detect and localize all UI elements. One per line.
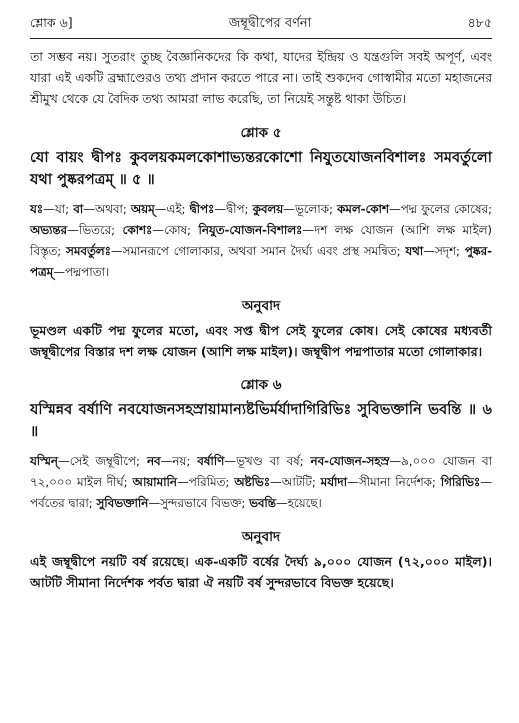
synonym-meaning: হয়েছে। xyxy=(287,496,322,510)
synonym-meaning: সেই জম্বূদ্বীপে xyxy=(69,454,137,468)
synonym-meaning: সমানরূপে গোলাকার, অথবা সমান দৈর্ঘ্য এবং প্রস্থ সমন্বিত xyxy=(122,244,397,258)
synonym-term: কমল-কোশ xyxy=(337,202,389,216)
synonym-term: নব-যোজন-সহস্র xyxy=(310,454,390,468)
synonym-meaning: ভূলোক xyxy=(294,202,329,216)
synonym-meaning: নয় xyxy=(172,454,187,468)
synonym-meaning: অথবা xyxy=(94,202,123,216)
synonym-meaning: সদৃশ xyxy=(435,244,456,258)
synonym-meaning: এই xyxy=(166,202,182,216)
text5-verse: যো বায়ং দ্বীপঃ কুবলয়কমলকোশাভ্যন্তরকোশো নিযুতযোজনবিশালঃ সমবর্তুলো যথা পুষ্করপত্রম্ ॥ ৫ ॥ xyxy=(30,149,492,188)
synonym-meaning: সুন্দরভাবে বিভক্ত xyxy=(160,496,242,510)
synonym-term: মর্যাদা xyxy=(320,475,348,489)
synonym-meaning: পদ্মপাতা। xyxy=(65,265,110,279)
synonym-meaning: আটটি xyxy=(281,475,312,489)
synonym-term: সমবর্তুলঃ xyxy=(66,244,111,258)
synonym-term: সুবিভক্তানি xyxy=(96,496,149,510)
book-page xyxy=(30,14,492,593)
synonym-term: ভবন্তি xyxy=(249,496,276,510)
synonym-term: অভ্যন্তর xyxy=(30,223,68,237)
synonym-term: কুবলয় xyxy=(252,202,284,216)
text6-translation: এই জম্বূদ্বীপে নয়টি বর্ষ রয়েছে। এক-একটি বর্ষের দৈর্ঘ্য ৯,০০০ যোজন (৭২,০০০ মাইল)। আটটি সীমানা নির্দেশক পর্বত দ্বারা ঐ নয়টি বর্ষ সুন্দরভাবে বিভক্ত হয়েছে। xyxy=(30,554,492,590)
synonym-meaning: দশ লক্ষ যোজন (আশি লক্ষ মাইল) বিস্তৃত xyxy=(30,223,492,258)
synonym-meaning: পদ্ম ফুলের কোষের xyxy=(400,202,489,216)
synonym-term: গিরিভিঃ xyxy=(440,475,481,489)
synonym-term: কোশঃ xyxy=(122,223,153,237)
text5-heading: শ্লোক ৫ xyxy=(240,125,282,141)
synonym-term: বা xyxy=(73,202,84,216)
header-page-number: ৪৮৫ xyxy=(467,15,492,30)
synonym-term: যঃ xyxy=(30,202,44,216)
header-verse-ref: শ্লোক ৬] xyxy=(30,15,73,30)
synonym-term: নব xyxy=(146,454,161,468)
synonym-meaning: ৯,০০০ যোজন বা ৭২,০০০ মাইল দীর্ঘ xyxy=(30,454,492,489)
synonym-term: নিযুত-যোজন-বিশালঃ xyxy=(198,223,303,237)
header-rule xyxy=(30,38,492,39)
synonym-term: দ্বীপঃ xyxy=(189,202,215,216)
synonym-meaning: যা xyxy=(54,202,66,216)
synonym-meaning: পরিমিত xyxy=(188,475,226,489)
text6-synonyms: যস্মিন্—সেই জম্বূদ্বীপে; নব—নয়; বর্ষাণি—ভূখণ্ড বা বর্ষ; নব-যোজন-সহস্র—৯,০০০ যোজন বা ৭২,০০০ মাইল দীর্ঘ; আয়ামানি—পরিমিত; অষ্টভিঃ—আটটি; মর্যাদা—সীমানা নির্দেশক; গিরিভিঃ—পর্বতের দ্বারা; সুবিভক্তানি—সুন্দরভাবে বিভক্ত; ভবন্তি—হয়েছে। xyxy=(30,454,492,510)
synonym-meaning: ভিতরে xyxy=(78,223,112,237)
synonym-term: বর্ষাণি xyxy=(197,454,225,468)
synonym-meaning: সীমানা নির্দেশক xyxy=(358,475,432,489)
text5-translation: ভূমণ্ডল একটি পদ্ম ফুলের মতো, এবং সপ্ত দ্বীপ সেই ফুলের কোষ। সেই কোষের মধ্যবর্তী জম্বূদ্বীপের বিস্তার দশ লক্ষ যোজন (আশি লক্ষ মাইল)। জম্বূদ্বীপ পদ্মপাতার মতো গোলাকার। xyxy=(30,323,492,359)
synonym-term: অয়ম্ xyxy=(130,202,155,216)
synonym-term: পুষ্কর-পত্রম্ xyxy=(30,244,493,279)
synonym-term: যথা xyxy=(405,244,424,258)
text5-translation-heading: অনুবাদ xyxy=(241,298,281,314)
running-header xyxy=(30,14,492,36)
text6-verse: যস্মিন্নব বর্ষাণি নবযোজনসহস্রায়ামান্যষ্টভির্মর্যাদাগিরিভিঃ সুবিভক্তানি ভবন্তি ॥ ৬ ॥ xyxy=(30,401,492,440)
synonym-term: যস্মিন্ xyxy=(30,454,58,468)
synonym-term: অষ্টভিঃ xyxy=(234,475,271,489)
text6-heading: শ্লোক ৬ xyxy=(240,377,282,393)
synonym-meaning: কোষ xyxy=(164,223,188,237)
synonym-meaning: দ্বীপ xyxy=(226,202,245,216)
header-chapter-title: জম্বূদ্বীপের বর্ণনা xyxy=(228,16,312,31)
synonym-term: আয়ামানি xyxy=(132,475,177,489)
synonym-meaning: ভূখণ্ড বা বর্ষ xyxy=(236,454,300,468)
text5-synonyms: যঃ—যা; বা—অথবা; অয়ম্—এই; দ্বীপঃ—দ্বীপ; কুবলয়—ভূলোক; কমল-কোশ—পদ্ম ফুলের কোষের; অভ্যন্তর—ভিতরে; কোশঃ—কোষ; নিযুত-যোজন-বিশালঃ—দশ লক্ষ যোজন (আশি লক্ষ মাইল) বিস্তৃত; সমবর্তুলঃ—সমানরূপে গোলাকার, অথবা সমান দৈর্ঘ্য এবং প্রস্থ সমন্বিত; যথা—সদৃশ; পুষ্কর-পত্রম্—পদ্মপাতা। xyxy=(30,202,493,279)
synonym-meaning: পর্বতের দ্বারা xyxy=(30,496,89,510)
intro-paragraph: তা সম্ভব নয়। সুতরাং তুচ্ছ বৈজ্ঞানিকদের কি কথা, যাদের ইন্দ্রিয় ও যন্ত্রগুলি সবই অপূর্ণ, এবং যারা এই একটি ব্রহ্মাণ্ডেরও তথ্য প্রদান করতে পারে না। তাই শুকদেব গোস্বামীর মতো মহাজনের শ্রীমুখ থেকে যে বৈদিক তথ্য আমরা লাভ করেছি, তা নিয়েই সন্তুষ্ট থাকা উচিত। xyxy=(30,50,492,106)
text6-translation-heading: অনুবাদ xyxy=(241,529,281,545)
